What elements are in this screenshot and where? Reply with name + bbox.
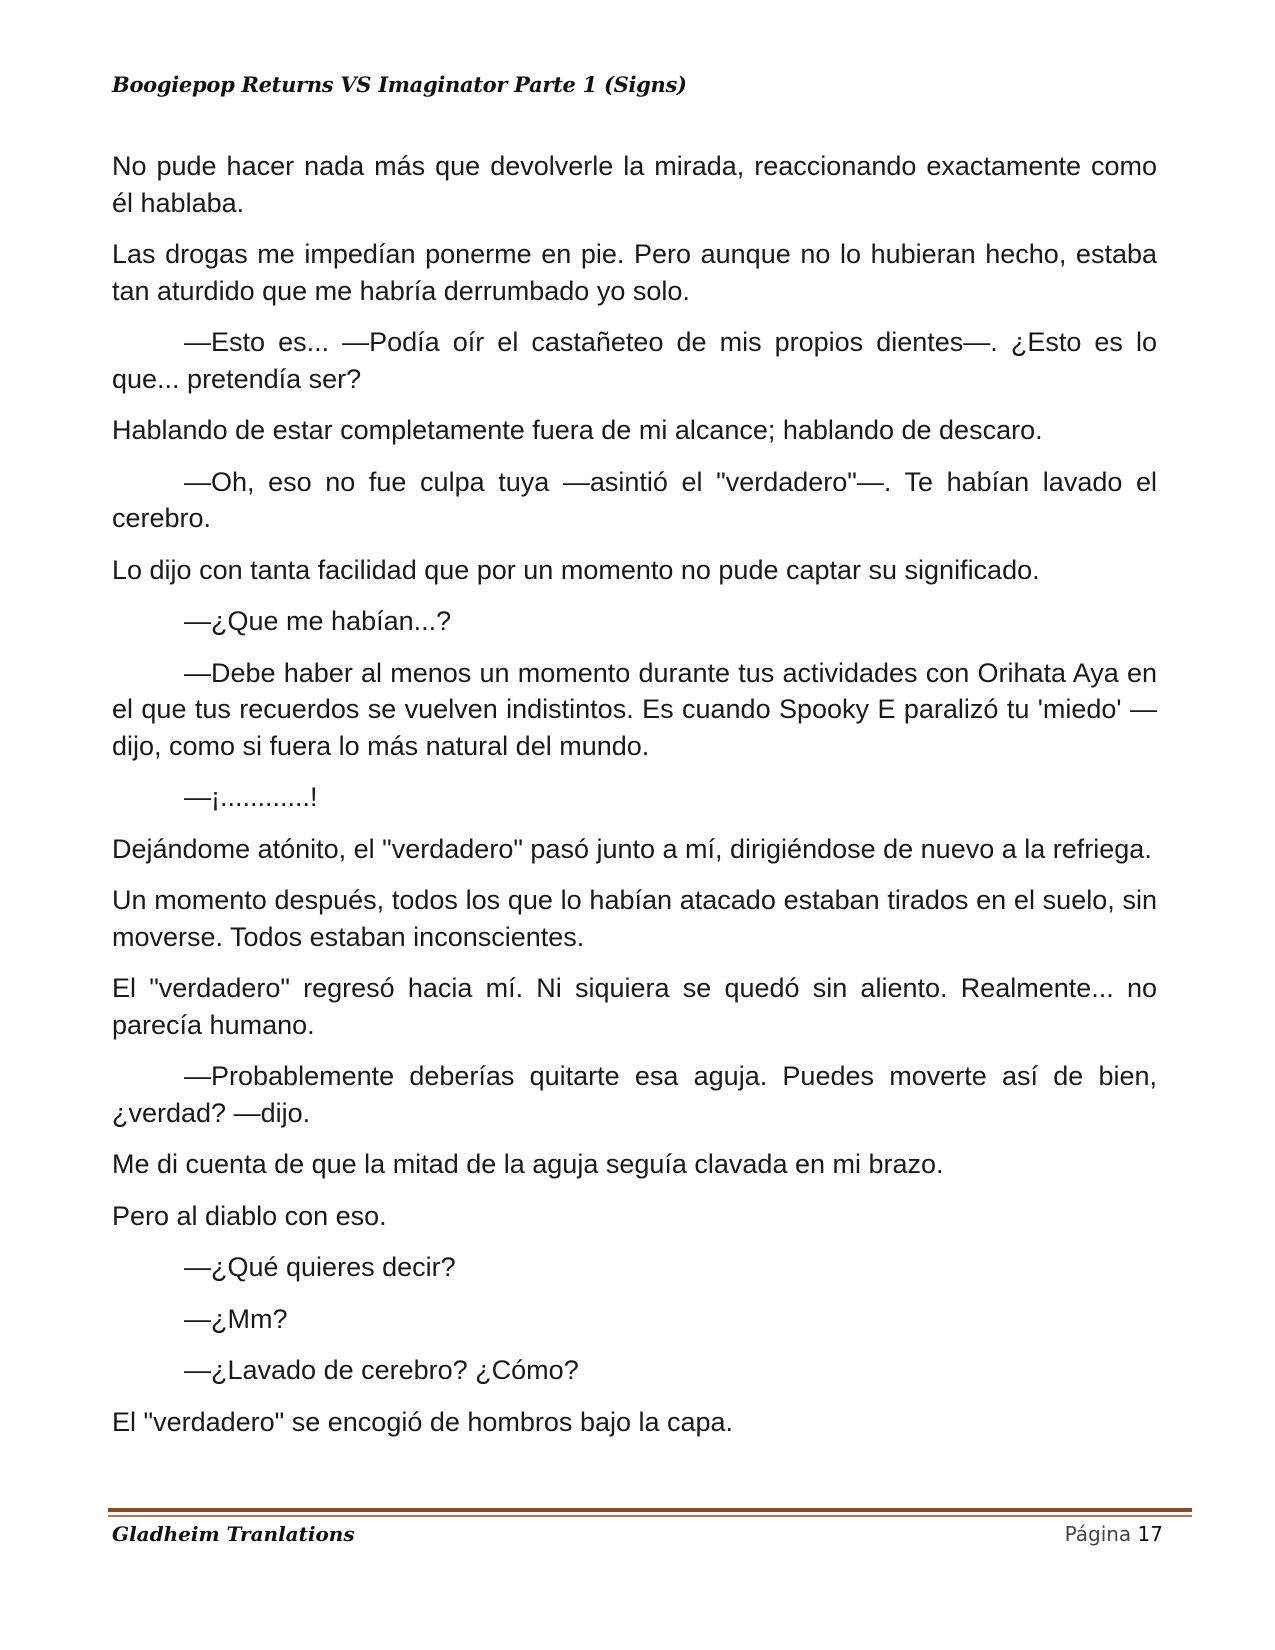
page-label: Página	[1064, 1522, 1132, 1546]
paragraph: Dejándome atónito, el "verdadero" pasó junto a mí, dirigiéndose de nuevo a la refriega.	[112, 833, 1152, 864]
paragraph: El "verdadero" regresó hacia mí. Ni siquiera se quedó sin aliento. Realmente... no parecía humano.	[112, 973, 1157, 1040]
dialog-paragraph: —¡............!	[184, 782, 318, 812]
footer-rule-thin	[108, 1515, 1192, 1517]
dialog-paragraph: —Esto es... —Podía oír el castañeteo de mis propios dientes—. ¿Esto es lo que... pretendía ser?	[112, 327, 1157, 394]
dialog-paragraph: —¿Mm?	[184, 1303, 288, 1334]
paragraph: Me di cuenta de que la mitad de la aguja seguía clavada en mi brazo.	[112, 1149, 944, 1179]
page-header-title: Boogiepop Returns VS Imaginator Parte 1 (Signs)	[112, 72, 687, 97]
page-number-area	[1065, 1522, 1163, 1546]
footer-translator-credit: Gladheim Tranlations	[112, 1522, 355, 1546]
dialog-paragraph: —¿Que me habían...?	[184, 606, 452, 636]
footer-rule-thick	[108, 1508, 1192, 1512]
paragraph: El "verdadero" se encogió de hombros bajo la capa.	[112, 1406, 734, 1437]
paragraph: Hablando de estar completamente fuera de mi alcance; hablando de descaro.	[112, 415, 1043, 445]
dialog-paragraph: —Oh, eso no fue culpa tuya —asintió el "verdadero"—. Te habían lavado el cerebro.	[112, 466, 1157, 533]
dialog-paragraph: —¿Qué quieres decir?	[184, 1252, 456, 1282]
paragraph: Un momento después, todos los que lo habían atacado estaban tirados en el suelo, sin moverse. Todos estaban inconscientes.	[112, 885, 1157, 952]
document-body	[112, 148, 1157, 1440]
paragraph: Pero al diablo con eso.	[112, 1200, 387, 1231]
page-number: 17	[1137, 1522, 1163, 1546]
dialog-paragraph: —Probablemente deberías quitarte esa aguja. Puedes moverte así de bien, ¿verdad? —dijo.	[112, 1061, 1157, 1128]
dialog-paragraph: —Debe haber al menos un momento durante tus actividades con Orihata Aya en el que tus recuerdos se vuelven indistintos. Es cuando Spooky E paralizó tu 'miedo' —dijo, como si fuera lo más natural del mundo.	[112, 657, 1157, 761]
dialog-paragraph: —¿Lavado de cerebro? ¿Cómo?	[184, 1355, 579, 1385]
paragraph: No pude hacer nada más que devolverle la mirada, reaccionando exactamente como él hablaba.	[112, 151, 1157, 218]
paragraph: Lo dijo con tanta facilidad que por un momento no pude captar su significado.	[112, 554, 1040, 585]
paragraph: Las drogas me impedían ponerme en pie. Pero aunque no lo hubieran hecho, estaba tan aturdido que me habría derrumbado yo solo.	[112, 239, 1157, 306]
